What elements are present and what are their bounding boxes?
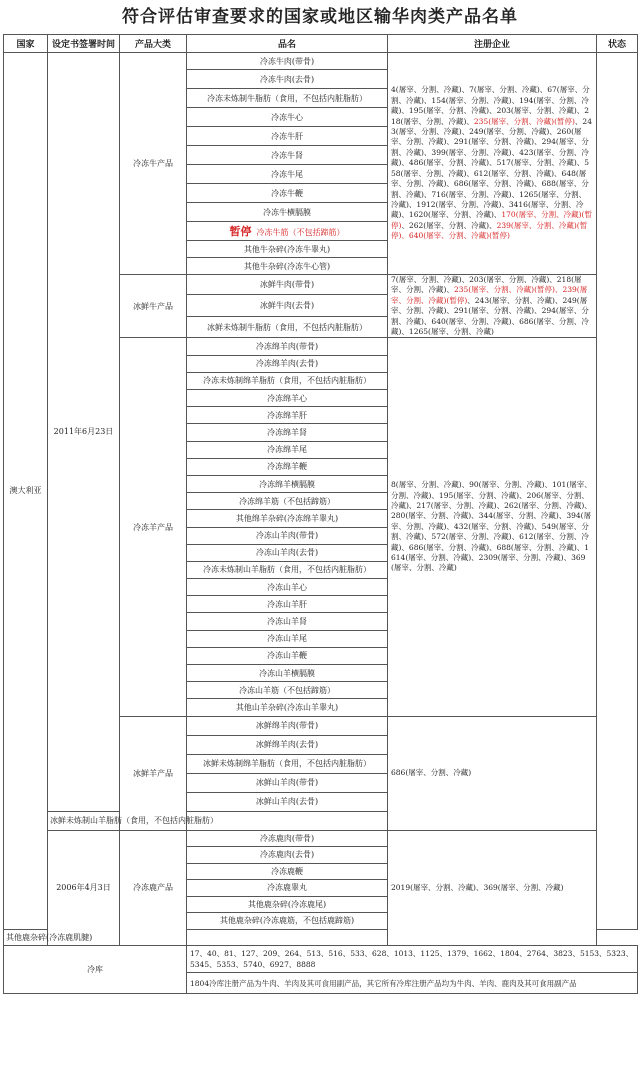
product-name: 其他牛杂碎(冷冻牛睾丸) (187, 241, 388, 258)
product-table (3, 34, 638, 994)
category-fresh-sheep: 冰鲜羊产品 (120, 716, 187, 830)
product-name: 冷冻未炼制绵羊脂肪（食用，不包括内脏脂肪） (187, 372, 388, 389)
header-date: 设定书签署时间 (48, 35, 120, 53)
header-product: 品名 (187, 35, 388, 53)
cold-storage-label: 冷库 (4, 946, 187, 994)
cold-storage-row (4, 946, 638, 973)
suspended-product (187, 222, 388, 241)
product-name: 冷冻绵羊肉(去骨) (187, 355, 388, 372)
product-name: 冷冻牛肾 (187, 146, 388, 165)
product-name: 冷冻未炼制牛脂肪（食用，不包括内脏脂肪） (187, 89, 388, 108)
suspended-product-name: 冷冻牛筋（不包括蹄筋） (256, 228, 345, 237)
product-name: 冷冻山羊鞭 (187, 647, 388, 664)
product-name: 冷冻绵羊尾 (187, 441, 388, 458)
product-name: 冷冻山羊筋（不包括蹄筋） (187, 682, 388, 699)
product-name: 冰鲜牛肉(带骨) (187, 275, 388, 295)
enterprise-frozen-sheep: 8(屠宰、分割、冷藏)、90(屠宰、分割、冷藏)、101(屠宰、分割、冷藏)、195(屠宰、分割、冷藏)、206(屠宰、分割、冷藏)、217(屠宰、分割、冷藏)、262(屠宰、分割、冷藏)、280(屠宰、分割、冷藏)、344(屠宰、分割、冷藏)、394(屠宰、分割、冷藏)、432(屠宰、分割、冷藏)、549(屠宰、分割、冷藏)、572(屠宰、分割、冷藏)、612(屠宰、分割、冷藏)、686(屠宰、分割、冷藏)、688(屠宰、分割、冷藏)、1614(屠宰、分割、冷藏)、2309(屠宰、分割、冷藏)、369(屠宰、分割、冷藏) (388, 338, 597, 716)
page-title: 符合评估审查要求的国家或地区输华肉类产品名单 (122, 7, 518, 27)
header-row (4, 35, 638, 53)
product-name: 其他鹿杂碎(冷冻鹿肌腱) (4, 929, 48, 946)
product-name: 冷冻鹿肉(带骨) (187, 830, 388, 847)
enterprise-frozen-deer: 2019(屠宰、分割、冷藏)、369(屠宰、分割、冷藏) (388, 830, 597, 946)
product-name: 冷冻鹿鞭 (187, 863, 388, 880)
product-name: 冰鲜牛肉(去骨) (187, 294, 388, 316)
product-name: 冰鲜山羊肉(去骨) (187, 792, 388, 811)
header-enterprise: 注册企业 (388, 35, 597, 53)
enterprise-fresh-sheep: 686(屠宰、分割、冷藏) (388, 716, 597, 830)
product-name: 冷冻牛鞭 (187, 184, 388, 203)
product-name: 冷冻牛尾 (187, 165, 388, 184)
product-name: 冰鲜山羊肉(带骨) (187, 773, 388, 792)
table-row (4, 830, 638, 847)
cold-storage-note: 1804冷库注册产品为牛肉、羊肉及其可食用副产品，其它所有冷库注册产品均为牛肉、羊肉、鹿肉及其可食用副产品 (187, 973, 638, 994)
suspended-tag: 暂停 (229, 225, 252, 238)
status-cell (597, 53, 638, 930)
product-name: 其他绵羊杂碎(冷冻绵羊睾丸) (187, 510, 388, 527)
header-status: 状态 (597, 35, 638, 53)
product-name: 其他山羊杂碎(冷冻山羊睾丸) (187, 699, 388, 716)
product-name: 冷冻鹿肉(去骨) (187, 847, 388, 864)
product-name: 冷冻绵羊肾 (187, 424, 388, 441)
product-name: 冷冻山羊肾 (187, 613, 388, 630)
product-name: 冰鲜未炼制绵羊脂肪（食用，不包括内脏脂肪） (187, 754, 388, 773)
product-name: 冷冻绵羊肝 (187, 407, 388, 424)
product-name: 冷冻牛横膈膜 (187, 203, 388, 222)
date-cell-2006: 2006年4月3日 (48, 830, 120, 946)
product-name: 冷冻绵羊肉(带骨) (187, 338, 388, 355)
product-name: 冷冻山羊心 (187, 579, 388, 596)
product-name: 其他牛杂碎(冷冻牛心管) (187, 258, 388, 275)
product-name: 冷冻牛心 (187, 108, 388, 127)
header-country: 国家 (4, 35, 48, 53)
product-name: 其他鹿杂碎(冷冻鹿尾) (187, 896, 388, 913)
product-name: 冰鲜绵羊肉(去骨) (187, 735, 388, 754)
enterprise-fresh-beef: 7(屠宰、分割、冷藏)、203(屠宰、分割、冷藏)、218(屠宰、分割、冷藏)、235(屠宰、分割、冷藏)(暂停)、239(屠宰、分割、冷藏)(暂停)、243(屠宰、分割、冷藏)、249(屠宰、分割、冷藏)、291(屠宰、分割、冷藏)、294(屠宰、分割、冷藏)、640(屠宰、分割、冷藏)、686(屠宰、分割、冷藏)、1265(屠宰、分割、冷藏) (388, 275, 597, 338)
category-frozen-beef: 冷冻牛产品 (120, 53, 187, 275)
product-name: 冷冻牛肝 (187, 127, 388, 146)
product-name: 冷冻绵羊鞭 (187, 458, 388, 475)
country-cell: 澳大利亚 (4, 53, 48, 930)
product-name: 冷冻牛肉(去骨) (187, 70, 388, 89)
product-name: 冷冻牛肉(带骨) (187, 53, 388, 70)
cold-storage-list: 17、40、81、127、209、264、513、516、533、628、1013、1125、1379、1662、1804、2764、3823、5153、5323、5345、5353、5740、6927、8888 (187, 946, 638, 973)
category-frozen-sheep: 冷冻羊产品 (120, 338, 187, 716)
enterprise-frozen-beef: 4(屠宰、分割、冷藏)、7(屠宰、分割、冷藏)、67(屠宰、分割、冷藏)、154(屠宰、分割、冷藏)、194(屠宰、分割、冷藏)、195(屠宰、分割、冷藏)、203(屠宰、分割、冷藏)、218(屠宰、分割、冷藏)、235(屠宰、分割、冷藏)(暂停)、243(屠宰、分割、冷藏)、249(屠宰、分割、冷藏)、260(屠宰、分割、冷藏)、291(屠宰、分割、冷藏)、294(屠宰、分割、冷藏)、399(屠宰、分割、冷藏)、423(屠宰、分割、冷藏)、486(屠宰、分割、冷藏)、517(屠宰、分割、冷藏)、558(屠宰、分割、冷藏)、612(屠宰、分割、冷藏)、648(屠宰、分割、冷藏)、686(屠宰、分割、冷藏)、688(屠宰、分割、冷藏)、716(屠宰、分割、冷藏)、1265(屠宰、分割、冷藏)、1912(屠宰、分割、冷藏)、3416(屠宰、分割、冷藏)、1620(屠宰、分割、冷藏)、170(屠宰、分割、冷藏)(暂停)、262(屠宰、分割、冷藏)、239(屠宰、分割、冷藏)(暂停)、640(屠宰、分割、冷藏)(暂停) (388, 53, 597, 275)
header-category: 产品大类 (120, 35, 187, 53)
category-frozen-deer: 冷冻鹿产品 (120, 830, 187, 946)
product-name: 冷冻绵羊横膈膜 (187, 475, 388, 492)
product-name: 冷冻山羊尾 (187, 630, 388, 647)
product-name: 冰鲜未炼制山羊脂肪（食用，不包括内脏脂肪） (48, 811, 120, 830)
product-name: 冷冻鹿睾丸 (187, 880, 388, 897)
product-name: 冷冻山羊肝 (187, 596, 388, 613)
product-name: 冷冻山羊肉(带骨) (187, 527, 388, 544)
table-row (4, 53, 638, 70)
product-name: 冷冻未炼制山羊脂肪（食用，不包括内脏脂肪） (187, 561, 388, 578)
product-name: 其他鹿杂碎(冷冻鹿筋，不包括鹿蹄筋) (187, 913, 388, 930)
category-fresh-beef: 冰鲜牛产品 (120, 275, 187, 338)
product-name: 冷冻绵羊心 (187, 390, 388, 407)
product-name: 冷冻山羊横膈膜 (187, 665, 388, 682)
product-name: 冷冻绵羊筋（不包括蹄筋） (187, 493, 388, 510)
product-name: 冷冻山羊肉(去骨) (187, 544, 388, 561)
date-cell-2011: 2011年6月23日 (48, 53, 120, 812)
product-name: 冰鲜未炼制牛脂肪（食用，不包括内脏脂肪） (187, 316, 388, 338)
product-name: 冰鲜绵羊肉(带骨) (187, 716, 388, 735)
